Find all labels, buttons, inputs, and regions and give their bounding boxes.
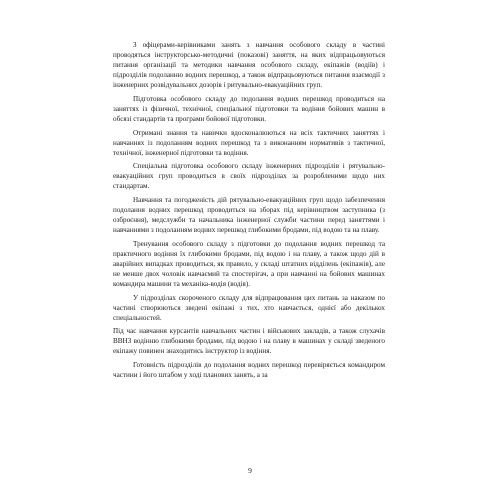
paragraph: Підготовка особового складу до подолання водних перешкод проводиться на заняттях із фізичної, технічної, спеціальної підготовки та водіння бойових машин в обсязі стандартів та програми бойової підготовки. bbox=[113, 94, 385, 123]
paragraph: Під час навчання курсантів навчальних частин і військових закладів, а також слухачів ВВНЗ водінню глибокими бродами, під водою і на плаву в машинах у складі зведеного екіпажу повинен знаходитись інструктор із водіння. bbox=[113, 327, 385, 356]
paragraph: Тренування особового складу з підготовки до подолання водних перешкод та практичного водіння їх глибокими бродами, під водою і на плаву, а також щодо дій в аварійних випадках проводиться, як правило, у складі штатних відділень (екіпажів), але не менше двох чоловік навчаємий та спостерігач, а при навчанні на бойових машинах командира машини та механіка-водія (водія). bbox=[113, 239, 385, 288]
paragraph: У підрозділах скороченого складу для відпрацювання цих питань за наказом по частині створюються зведені екіпажі з тих, хто навчається, однієї або декількох спеціальностей. bbox=[113, 293, 385, 322]
paragraph: Отримані знання та навички вдосконалюються на всіх тактичних заняттях і навчаннях із подоланням водних перешкод та з виконанням нормативів з тактичної, технічної, інженерної підготовки та водіння. bbox=[113, 128, 385, 157]
page-number: 9 bbox=[248, 466, 252, 475]
paragraph: З офіцерами-керівниками занять з навчання особового складу в частині проводяться інструкторсько-методичні (показові) заняття, на яких відпрацьовуються питання організації та методики навчання особового складу, екіпажів (водіїв) і підрозділів подоланню водних перешкод, а також відпрацьовуються питання взаємодії з інженерних розвідувальних дозорів і ритувально-евакуаційних груп. bbox=[113, 41, 385, 90]
paragraph: Навчання та погодженість дій рятувально-евакуаційних груп щодо забезпечення подолання водних перешкод проводиться на зборах під керівництвом заступника (з озброєння), медслужби та начальника інженерної служби частини перед заняттями і навчаннями з подоланням водних перешкод глибокими бродами, під водою та на плаву. bbox=[113, 196, 385, 235]
paragraph: Спеціальна підготовка особового складу інженерних підрозділів і рятувально-евакуаційних груп проводиться в своїх підрозділах за розробленими щодо них стандартам. bbox=[113, 162, 385, 191]
paragraph: Готовність підрозділів до подолання водних перешкод перевіряється командиром частини і його штабом у ході планових занять, а за bbox=[113, 361, 385, 380]
body-text bbox=[113, 40, 385, 380]
